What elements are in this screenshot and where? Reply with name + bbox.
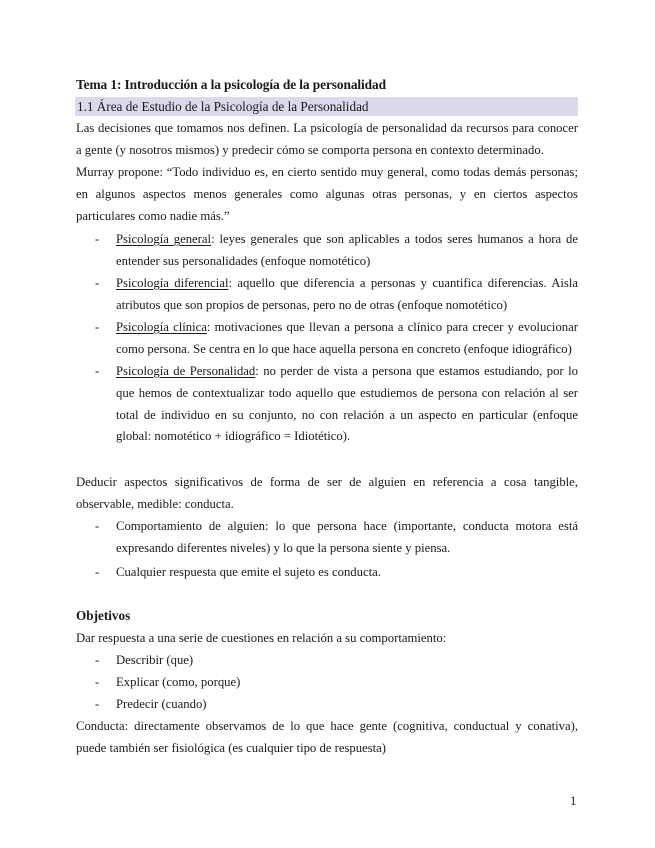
list-item bbox=[116, 273, 578, 317]
list-item bbox=[116, 317, 578, 361]
bullet-marker: - bbox=[95, 276, 100, 290]
document-title: Tema 1: Introducción a la psicología de la personalidad bbox=[76, 77, 386, 92]
bullet-term: Psicología clínica bbox=[116, 320, 207, 334]
objetivos-heading: Objetivos bbox=[76, 608, 131, 623]
bullet-marker: - bbox=[95, 697, 100, 711]
page-number: 1 bbox=[570, 794, 577, 808]
conducta-paragraph: Conducta: directamente observamos de lo que hace gente (cognitiva, conductual y conativa), puede también ser fisiológica (es cualquier tipo de respuesta) bbox=[76, 719, 578, 755]
bullet-marker: - bbox=[95, 364, 100, 378]
bullet-term: Psicología de Personalidad bbox=[116, 364, 256, 378]
list-item: Describir (que) bbox=[116, 653, 194, 667]
list-item: Predecir (cuando) bbox=[116, 697, 207, 711]
section-heading: 1.1 Área de Estudio de la Psicología de la Personalidad bbox=[77, 99, 369, 114]
bullet-text: : no perder de vista a persona que estamos estudiando, por lo que hemos de contextualizar todo aquello que estudiemos de persona con relación al ser total de individuo en su conjunto, no con relación a un aspecto en particular (enfoque global: nomotético + idiográfico = Idiotético). bbox=[116, 364, 578, 444]
bullet-text: : aquello que diferencia a personas y cuantifica diferencias. Aisla atributos que son propios de personas, pero no de otras (enfoque nomotético) bbox=[116, 276, 579, 312]
bullet-marker: - bbox=[95, 519, 100, 533]
list-item: Explicar (como, porque) bbox=[116, 675, 241, 689]
objetivos-intro: Dar respuesta a una serie de cuestiones en relación a su comportamiento: bbox=[76, 631, 447, 645]
bullet-term: Psicología diferencial bbox=[116, 276, 229, 290]
bullet-marker: - bbox=[95, 675, 100, 689]
list-item bbox=[116, 361, 578, 448]
deducir-paragraph: Deducir aspectos significativos de forma de ser de alguien en referencia a cosa tangible, observable, medible: conducta. bbox=[76, 475, 578, 511]
bullet-marker: - bbox=[95, 653, 100, 667]
bullet-marker: - bbox=[95, 565, 100, 579]
murray-paragraph: Murray propone: “Todo individuo es, en cierto sentido muy general, como todas demás personas; en algunos aspectos menos generales como algunas otras personas, y en ciertos aspectos particulares como nadie más.” bbox=[76, 165, 578, 223]
bullet-marker: - bbox=[95, 232, 100, 246]
bullet-text: : leyes generales que son aplicables a todos seres humanos a hora de entender sus personalidades (enfoque nomotético) bbox=[116, 232, 578, 268]
bullet-marker: - bbox=[95, 320, 100, 334]
bullet-term: Psicología general bbox=[116, 232, 212, 246]
intro-paragraph: Las decisiones que tomamos nos definen. La psicología de personalidad da recursos para conocer a gente (y nosotros mismos) y predecir cómo se comporta persona en contexto determinado. bbox=[76, 121, 578, 157]
list-item: Cualquier respuesta que emite el sujeto es conducta. bbox=[116, 565, 381, 579]
list-item bbox=[116, 229, 578, 273]
bullet-text: : motivaciones que llevan a persona a clínico para crecer y evolucionar como persona. Se centra en lo que hace aquella persona en concreto (enfoque idiográfico) bbox=[116, 320, 578, 356]
list-item: Comportamiento de alguien: lo que persona hace (importante, conducta motora está expresando diferentes niveles) y lo que la persona siente y piensa. bbox=[116, 519, 578, 555]
